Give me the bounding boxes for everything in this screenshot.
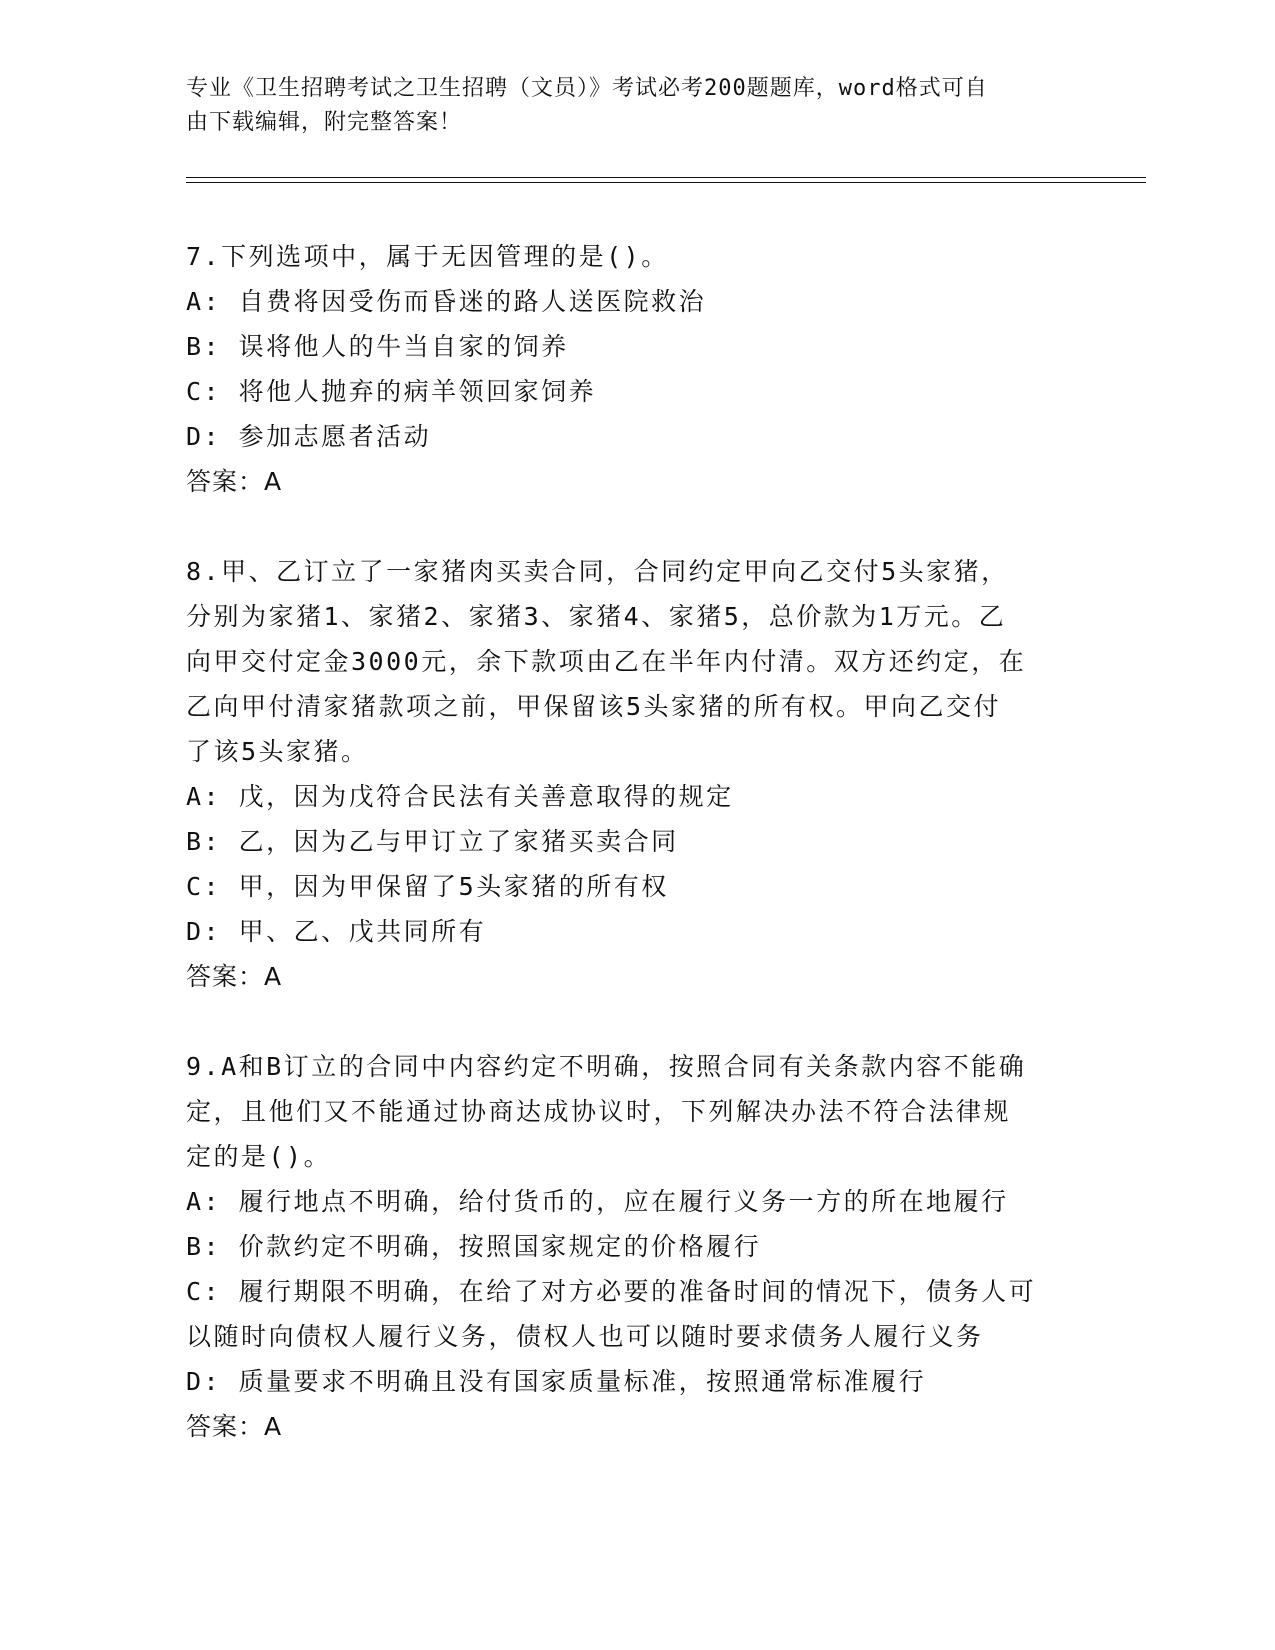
option-a: A: 自费将因受伤而昏迷的路人送医院救治 [186, 287, 707, 316]
option-b: B: 误将他人的牛当自家的饲养 [186, 332, 569, 361]
question-text: 定的是()。 [186, 1142, 332, 1171]
option-c: C: 甲，因为甲保留了5头家猪的所有权 [186, 872, 669, 901]
question-text: 了该5头家猪。 [186, 737, 369, 766]
question-text: 7.下列选项中，属于无因管理的是()。 [186, 242, 669, 271]
header-line-2: 由下载编辑，附完整答案！ [186, 110, 463, 135]
question-text: 乙向甲付清家猪款项之前，甲保留该5头家猪的所有权。甲向乙交付 [186, 692, 1002, 721]
option-d: D: 参加志愿者活动 [186, 422, 432, 451]
questions-list [186, 234, 1086, 1449]
header-line-1: 专业《卫生招聘考试之卫生招聘（文员）》考试必考200题题库，word格式可自 [186, 76, 988, 101]
option-c: C: 将他人抛弃的病羊领回家饲养 [186, 377, 597, 406]
option-b: B: 价款约定不明确，按照国家规定的价格履行 [186, 1232, 762, 1261]
option-c-continued: 以随时向债权人履行义务，债权人也可以随时要求债务人履行义务 [186, 1322, 984, 1351]
option-a: A: 履行地点不明确，给付货币的，应在履行义务一方的所在地履行 [186, 1187, 1009, 1216]
answer-text: 答案：A [186, 1412, 283, 1441]
header-divider-top [186, 177, 1146, 178]
option-a: A: 戊，因为戊符合民法有关善意取得的规定 [186, 782, 734, 811]
question-text: 8.甲、乙订立了一家猪肉买卖合同，合同约定甲向乙交付5头家猪， [186, 557, 1009, 586]
document-header [186, 72, 1066, 140]
header-divider-bottom [186, 182, 1146, 183]
answer-text: 答案：A [186, 467, 283, 496]
option-d: D: 甲、乙、戊共同所有 [186, 917, 487, 946]
question-text: 向甲交付定金3000元，余下款项由乙在半年内付清。双方还约定，在 [186, 647, 1027, 676]
question-text: 分别为家猪1、家猪2、家猪3、家猪4、家猪5，总价款为1万元。乙 [186, 602, 1007, 631]
question-block [186, 549, 1086, 999]
option-b: B: 乙，因为乙与甲订立了家猪买卖合同 [186, 827, 679, 856]
answer-text: 答案：A [186, 962, 283, 991]
option-c: C: 履行期限不明确，在给了对方必要的准备时间的情况下，债务人可 [186, 1277, 1037, 1306]
question-text: 定，且他们又不能通过协商达成协议时，下列解决办法不符合法律规 [186, 1097, 1012, 1126]
question-text: 9.A和B订立的合同中内容约定不明确，按照合同有关条款内容不能确 [186, 1052, 1027, 1081]
question-block [186, 1044, 1086, 1449]
option-d: D: 质量要求不明确且没有国家质量标准，按照通常标准履行 [186, 1367, 927, 1396]
question-block [186, 234, 1086, 504]
